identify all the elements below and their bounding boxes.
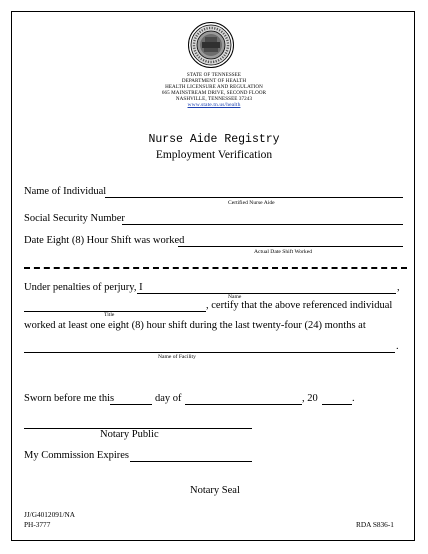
header-line: HEALTH LICENSURE AND REGULATION xyxy=(165,83,263,90)
comma: , xyxy=(397,282,400,293)
name-caption: Name xyxy=(228,294,242,300)
name-caption: Certified Nurse Aide xyxy=(228,200,275,206)
ssn-label: Social Security Number xyxy=(24,213,125,224)
ssn-line[interactable] xyxy=(122,224,403,225)
period: . xyxy=(352,393,355,404)
commission-line[interactable] xyxy=(130,461,252,462)
header-line: DEPARTMENT OF HEALTH xyxy=(181,77,247,84)
day-line[interactable] xyxy=(110,404,152,405)
day-of-text: day of xyxy=(155,393,182,404)
commission-label: My Commission Expires xyxy=(24,450,130,461)
notary-seal-label: Notary Seal xyxy=(190,485,240,496)
section-divider xyxy=(24,267,407,269)
date-line[interactable] xyxy=(178,246,403,247)
facility-line[interactable] xyxy=(24,352,395,353)
header-line: STATE OF TENNESSEE xyxy=(186,72,242,78)
title-caption: Title xyxy=(104,312,115,318)
name-label: Name of Individual xyxy=(24,186,107,197)
header-line: NASHVILLE, TENNESSEE 37243 xyxy=(175,95,253,102)
declarant-name-line[interactable] xyxy=(137,293,396,294)
year-prefix: , 20 xyxy=(302,393,318,404)
date-label: Date Eight (8) Hour Shift was worked xyxy=(24,235,185,246)
form-title: Nurse Aide Registry xyxy=(148,133,280,146)
worked-text: worked at least one eight (8) hour shift during the last twenty-four (24) months at xyxy=(24,320,366,331)
date-caption: Actual Date Shift Worked xyxy=(254,249,313,255)
agency-address xyxy=(100,73,328,108)
year-line[interactable] xyxy=(322,404,352,405)
month-line[interactable] xyxy=(185,404,302,405)
name-line[interactable] xyxy=(105,197,403,198)
period: . xyxy=(396,341,399,352)
notary-public-label: Notary Public xyxy=(100,429,159,440)
website-link[interactable]: www.state.tn.us/health xyxy=(187,101,241,108)
form-code: JJ/G4012091/NA xyxy=(24,510,76,519)
sworn-text: Sworn before me this xyxy=(24,393,115,404)
rda-number: RDA S836-1 xyxy=(356,520,394,529)
certify-text: , certify that the above referenced individual xyxy=(206,300,393,311)
perjury-intro: Under penalties of perjury, I xyxy=(24,282,143,293)
facility-caption: Name of Facility xyxy=(158,354,196,360)
form-number: PH-3777 xyxy=(24,520,51,529)
header-line: 665 MAINSTREAM DRIVE, SECOND FLOOR xyxy=(161,89,267,96)
title-line[interactable] xyxy=(24,311,206,312)
form-subtitle: Employment Verification xyxy=(155,149,273,161)
state-seal-icon xyxy=(188,22,234,68)
